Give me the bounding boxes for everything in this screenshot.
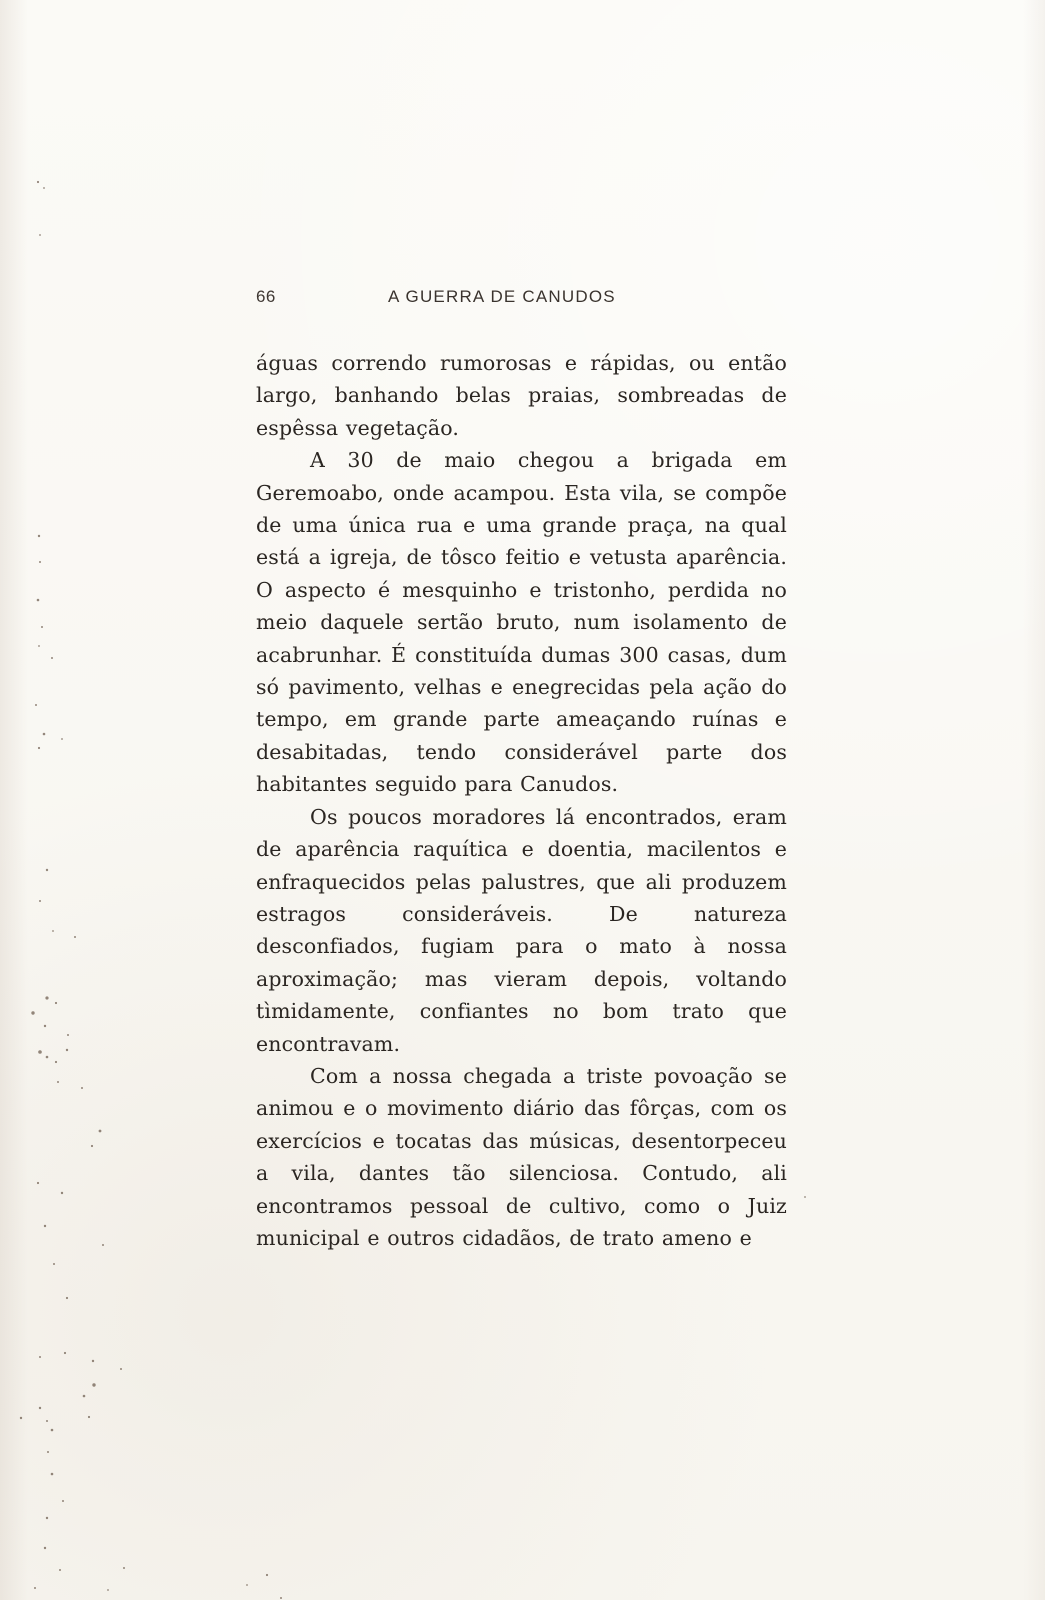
running-title: A GUERRA DE CANUDOS	[388, 287, 616, 306]
paragraph-residents: Os poucos moradores lá encontrados, eram de aparência raquítica e doentia, macilentos e enfraquecidos pelas palustres, que ali produzem estragos consideráveis. De natureza desconfiados, fugiam para o mato à nossa aproximação; mas vieram depois, voltando tìmidamente, confiantes no bom trato que encontravam.	[256, 804, 787, 1056]
body-text	[256, 347, 787, 1254]
page-edge-shadow	[1023, 0, 1045, 1600]
paragraph-arrival: Com a nossa chegada a triste povoação se animou e o movimento diário das fôrças, com os exercícios e tocatas das músicas, desentorpeceu a vila, dantes tão silenciosa. Contudo, ali encontramos pessoal de cultivo, como o Juiz municipal e outros cidadãos, de trato ameno e	[256, 1063, 787, 1250]
paragraph-continuation: águas correndo rumorosas e rápidas, ou então largo, banhando belas praias, sombreadas de espêssa vegetação.	[256, 351, 787, 440]
page-header	[256, 287, 816, 319]
page-number: 66	[256, 287, 276, 306]
page-gutter-shadow	[0, 0, 28, 1600]
paragraph-geremoabo: A 30 de maio chegou a brigada em Geremoabo, onde acampou. Esta vila, se compõe de uma única rua e uma grande praça, na qual está a igreja, de tôsco feitio e vetusta aparência. O aspecto é mesquinho e tristonho, perdida no meio daquele sertão bruto, num isolamento de acabrunhar. É constituída dumas 300 casas, dum só pavimento, velhas e enegrecidas pela ação do tempo, em grande parte ameaçando ruínas e desabitadas, tendo considerável parte dos habitantes seguido para Canudos.	[256, 448, 787, 797]
